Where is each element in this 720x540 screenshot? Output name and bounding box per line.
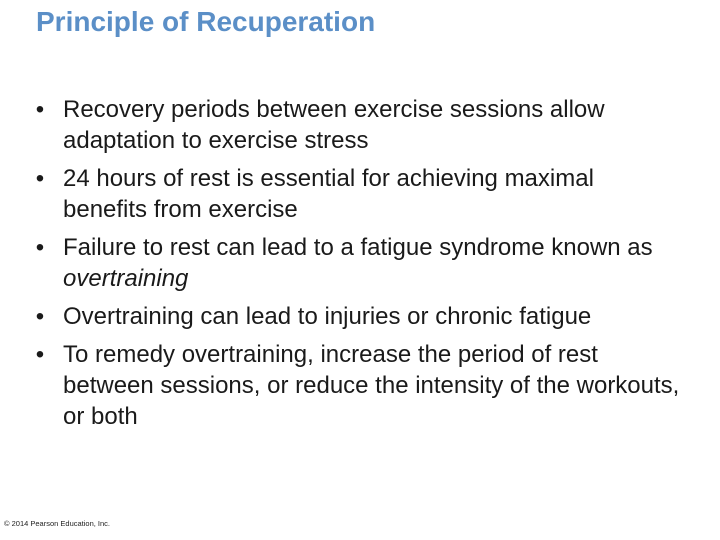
bullet-text: Recovery periods between exercise sessions allow adaptation to exercise stress [63,96,605,154]
bullet-item-remedy [30,339,680,432]
bullet-item-failure-to-rest [30,232,680,294]
bullet-text: Overtraining can lead to injuries or chronic fatigue [63,303,592,330]
bullet-text: To remedy overtraining, increase the period of rest between sessions, or reduce the intensity of the workouts, or both [63,341,680,430]
bullet-marker: • [35,96,45,123]
bullet-marker: • [35,165,45,192]
copyright-footer: © 2014 Pearson Education, Inc. [4,519,111,528]
bullet-item-rest-hours [30,163,680,225]
bullet-item-overtraining-injuries [30,301,680,332]
bullet-list [30,94,680,439]
bullet-text: Failure to rest can lead to a fatigue syndrome known as [63,234,653,261]
slide-title: Principle of Recuperation [36,6,376,37]
bullet-item-recovery-periods [30,94,680,156]
bullet-marker: • [35,341,45,368]
bullet-emphasis-term: overtraining [63,265,189,292]
bullet-marker: • [35,234,45,261]
bullet-text: 24 hours of rest is essential for achieving maximal benefits from exercise [63,165,594,223]
bullet-marker: • [35,303,45,330]
